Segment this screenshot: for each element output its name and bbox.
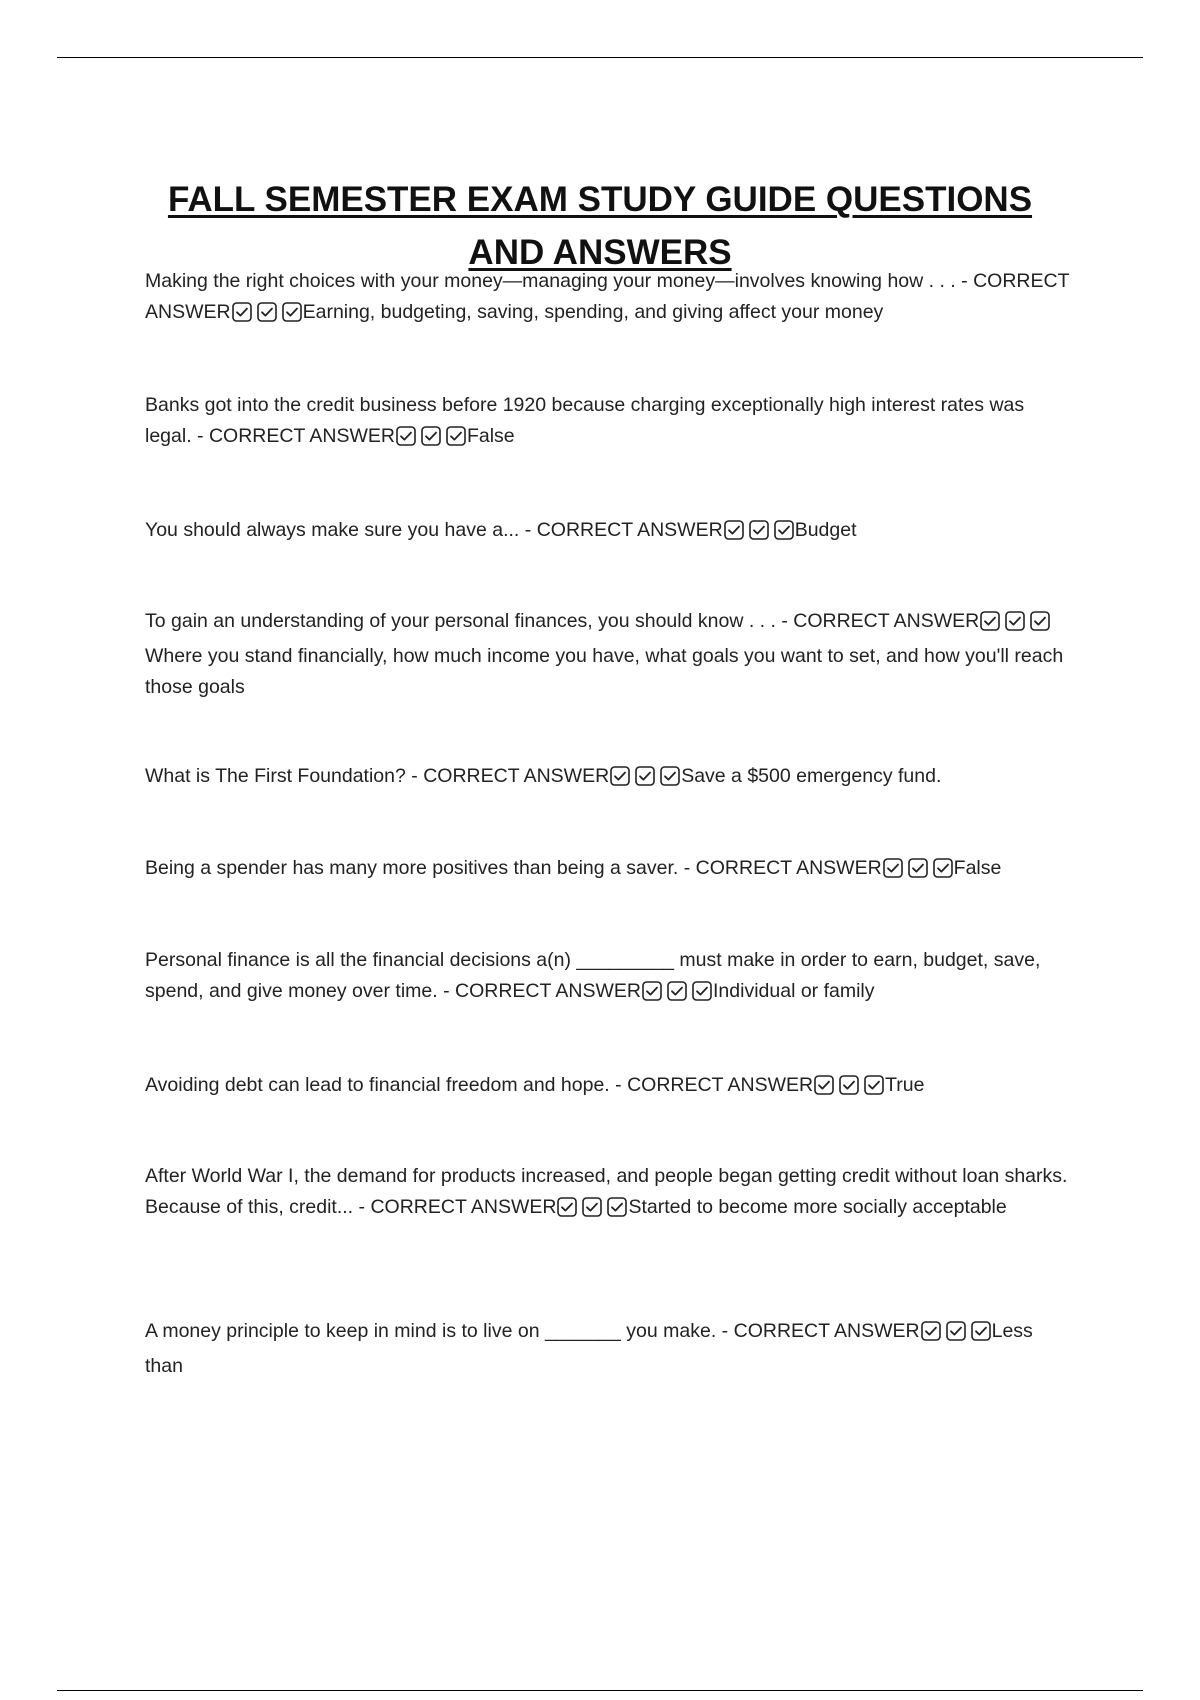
answer-separator: -: [353, 1196, 371, 1218]
checkmark-group: [396, 425, 467, 456]
answer-separator: -: [955, 270, 974, 292]
checkbox-check-icon: [635, 766, 655, 786]
question-text: Banks got into the credit business before 1920 because charging exceptionally high interest rates was legal.: [145, 394, 1025, 447]
answer-text: Individual or family: [713, 980, 875, 1002]
checkbox-check-icon: [667, 981, 687, 1001]
checkbox-check-icon: [557, 1197, 577, 1217]
answer-separator: -: [678, 857, 696, 879]
qa-item: [145, 515, 1075, 550]
answer-separator: -: [519, 519, 537, 541]
checkmark-group: [557, 1196, 628, 1227]
question-text: What is The First Foundation?: [145, 765, 406, 787]
checkbox-check-icon: [908, 858, 928, 878]
checkmark-group: [814, 1074, 885, 1105]
checkbox-check-icon: [883, 858, 903, 878]
checkmark-group: [232, 301, 303, 332]
answer-text: Save a $500 emergency fund.: [681, 765, 942, 787]
checkbox-check-icon: [396, 426, 416, 446]
checkbox-check-icon: [660, 766, 680, 786]
qa-item: [145, 853, 1075, 888]
checkbox-check-icon: [980, 611, 1000, 631]
question-text: Avoiding debt can lead to financial freedom and hope.: [145, 1074, 610, 1096]
checkbox-check-icon: [814, 1075, 834, 1095]
qa-item: [145, 1070, 1075, 1105]
correct-answer-label: CORRECT ANSWER: [793, 610, 980, 632]
checkbox-check-icon: [607, 1197, 627, 1217]
question-text: Personal finance is all the financial decisions a(n) _________ must make in order to earn, budget, save, spend, and give money over time.: [145, 949, 1041, 1002]
qa-item: [145, 761, 1075, 796]
document-title: FALL SEMESTER EXAM STUDY GUIDE QUESTIONS AND ANSWERS: [167, 180, 1033, 273]
qa-item: [145, 390, 1075, 456]
answer-text: Started to become more socially acceptable: [628, 1196, 1007, 1218]
answer-text: Where you stand financially, how much income you have, what goals you want to set, and how you'll reach those goals: [145, 645, 1064, 698]
checkbox-check-icon: [282, 302, 302, 322]
qa-item: [145, 945, 1075, 1011]
correct-answer-label: CORRECT ANSWER: [370, 1196, 557, 1218]
answer-text: False: [953, 857, 1002, 879]
question-text: Making the right choices with your money—managing your money—involves knowing how . . .: [145, 270, 956, 292]
checkbox-check-icon: [864, 1075, 884, 1095]
answer-text: True: [885, 1074, 925, 1096]
checkbox-check-icon: [610, 766, 630, 786]
checkmark-group: [921, 1320, 992, 1351]
checkbox-check-icon: [257, 302, 277, 322]
checkmark-group: [883, 857, 954, 888]
checkmark-group: [610, 765, 681, 796]
qa-item: [145, 1161, 1075, 1227]
qa-item: [145, 606, 1075, 703]
checkmark-group: [724, 519, 795, 550]
checkmark-group: [642, 980, 713, 1011]
correct-answer-label: CORRECT ANSWER: [455, 980, 642, 1002]
question-text: A money principle to keep in mind is to live on _______ you make.: [145, 1320, 717, 1342]
answer-separator: -: [716, 1320, 734, 1342]
answer-text: Earning, budgeting, saving, spending, and giving affect your money: [302, 301, 884, 323]
correct-answer-label: CORRECT ANSWER: [695, 857, 882, 879]
bottom-rule: [57, 1690, 1143, 1691]
question-text: You should always make sure you have a...: [145, 519, 520, 541]
answer-text: Less than: [145, 1320, 1033, 1377]
checkbox-check-icon: [692, 981, 712, 1001]
qa-item: [145, 1316, 1075, 1382]
checkmark-group: [980, 610, 1051, 641]
checkbox-check-icon: [724, 520, 744, 540]
checkbox-check-icon: [421, 426, 441, 446]
checkbox-check-icon: [642, 981, 662, 1001]
checkbox-check-icon: [1005, 611, 1025, 631]
answer-separator: -: [609, 1074, 628, 1096]
checkbox-check-icon: [839, 1075, 859, 1095]
qa-item: [145, 266, 1075, 332]
checkbox-check-icon: [232, 302, 252, 322]
answer-separator: -: [775, 610, 794, 632]
question-text: Being a spender has many more positives than being a saver.: [145, 857, 679, 879]
correct-answer-label: CORRECT ANSWER: [536, 519, 723, 541]
checkbox-check-icon: [774, 520, 794, 540]
question-text: After World War I, the demand for products increased, and people began getting credit without loan sharks. Because of this, credit...: [145, 1165, 1068, 1218]
question-text: To gain an understanding of your personal finances, you should know . . .: [145, 610, 776, 632]
checkbox-check-icon: [582, 1197, 602, 1217]
correct-answer-label: CORRECT ANSWER: [145, 270, 1070, 323]
answer-text: Budget: [794, 519, 857, 541]
checkbox-check-icon: [971, 1321, 991, 1341]
correct-answer-label: CORRECT ANSWER: [627, 1074, 814, 1096]
checkbox-check-icon: [1030, 611, 1050, 631]
top-rule: [57, 57, 1143, 58]
checkbox-check-icon: [921, 1321, 941, 1341]
checkbox-check-icon: [749, 520, 769, 540]
answer-separator: -: [191, 425, 209, 447]
checkbox-check-icon: [446, 426, 466, 446]
answer-text: False: [466, 425, 515, 447]
answer-separator: -: [437, 980, 456, 1002]
checkbox-check-icon: [933, 858, 953, 878]
correct-answer-label: CORRECT ANSWER: [733, 1320, 920, 1342]
checkbox-check-icon: [946, 1321, 966, 1341]
correct-answer-label: CORRECT ANSWER: [423, 765, 610, 787]
answer-separator: -: [405, 765, 424, 787]
correct-answer-label: CORRECT ANSWER: [208, 425, 395, 447]
